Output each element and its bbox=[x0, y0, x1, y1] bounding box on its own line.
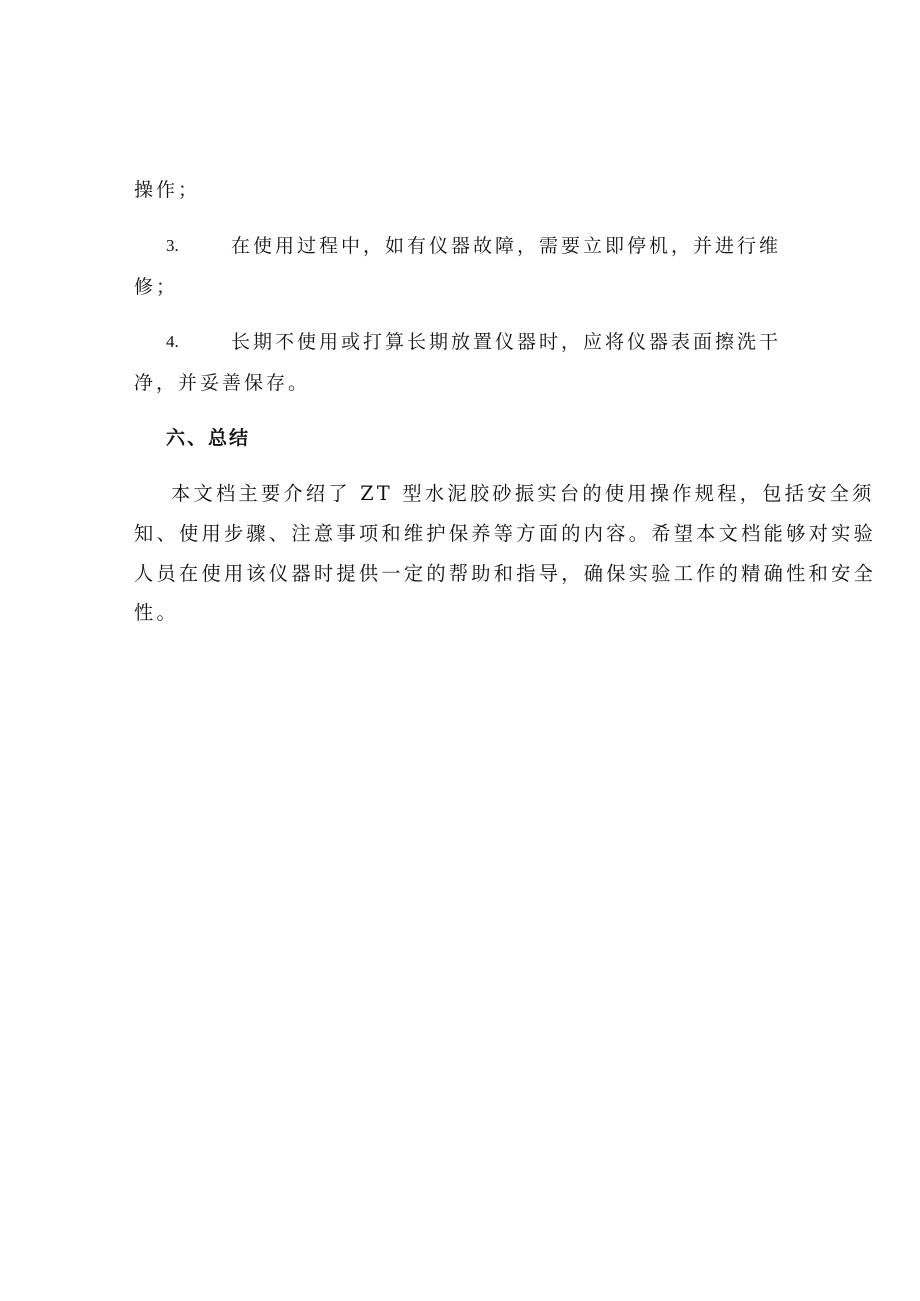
summary-line: 性。 bbox=[134, 601, 179, 624]
list-item-number: 4. bbox=[166, 332, 179, 351]
list-item-text: 在使用过程中，如有仪器故障，需要立即停机，并进行维 bbox=[231, 235, 782, 257]
continuation-line: 操作； bbox=[134, 179, 201, 201]
section-heading: 六、总结 bbox=[166, 427, 251, 449]
summary-line: 知、使用步骤、注意事项和维护保养等方面的内容。希望本文档能够对实验 bbox=[134, 522, 877, 545]
list-item-text-continuation: 净，并妥善保存。 bbox=[134, 372, 311, 394]
list-item-number: 3. bbox=[166, 236, 179, 255]
list-item-text: 长期不使用或打算长期放置仪器时，应将仪器表面擦洗干 bbox=[231, 331, 782, 353]
summary-line: 本文档主要介绍了 ZT 型水泥胶砂振实台的使用操作规程，包括安全须 bbox=[171, 482, 875, 505]
summary-line: 人员在使用该仪器时提供一定的帮助和指导，确保实验工作的精确性和安全 bbox=[134, 562, 877, 585]
list-item-text-continuation: 修； bbox=[134, 276, 179, 298]
